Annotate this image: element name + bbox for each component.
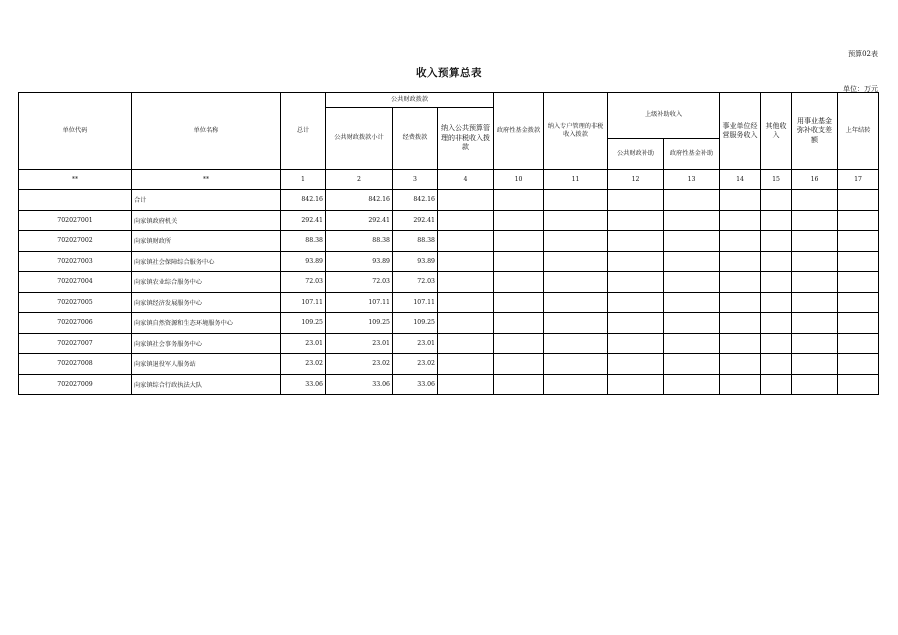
empty-cell — [720, 231, 761, 252]
public-finance-subtotal-cell: 292.41 — [326, 210, 393, 231]
empty-cell — [761, 333, 792, 354]
empty-cell — [792, 313, 838, 334]
empty-cell — [608, 313, 664, 334]
empty-cell — [608, 231, 664, 252]
index-cell: 14 — [720, 170, 761, 190]
table-row — [19, 313, 879, 334]
table-row — [19, 210, 879, 231]
col-header-public-finance-group: 公共财政拨款 — [326, 93, 494, 108]
budget-table — [18, 92, 879, 395]
empty-cell — [608, 354, 664, 375]
col-header-non-tax-income: 纳入公共预算管理的非税收入拨款 — [438, 108, 494, 170]
unit-code-cell: 702027002 — [19, 231, 132, 252]
empty-cell — [494, 231, 544, 252]
empty-cell — [438, 231, 494, 252]
public-finance-subtotal-cell: 23.02 — [326, 354, 393, 375]
operating-funds-cell: 292.41 — [393, 210, 438, 231]
unit-name-cell: 向家镇退役军人服务站 — [132, 354, 281, 375]
operating-funds-cell: 33.06 — [393, 374, 438, 395]
empty-cell — [608, 272, 664, 293]
operating-funds-cell: 107.11 — [393, 292, 438, 313]
index-cell: ** — [19, 170, 132, 190]
empty-cell — [761, 313, 792, 334]
unit-code-cell: 702027009 — [19, 374, 132, 395]
index-cell: 13 — [664, 170, 720, 190]
empty-cell — [438, 313, 494, 334]
table-row — [19, 374, 879, 395]
empty-cell — [792, 333, 838, 354]
empty-cell — [664, 190, 720, 211]
public-finance-subtotal-cell: 33.06 — [326, 374, 393, 395]
empty-cell — [438, 210, 494, 231]
public-finance-subtotal-cell: 109.25 — [326, 313, 393, 334]
col-header-reserve-fund: 用事业基金弥补收支差额 — [792, 93, 838, 170]
unit-name-cell: 向家镇自然资源和生态环境服务中心 — [132, 313, 281, 334]
unit-name-cell: 向家镇农业综合服务中心 — [132, 272, 281, 293]
empty-cell — [792, 272, 838, 293]
unit-name-cell: 向家镇社会保障综合服务中心 — [132, 251, 281, 272]
empty-cell — [664, 354, 720, 375]
empty-cell — [720, 292, 761, 313]
empty-cell — [608, 210, 664, 231]
total-cell: 292.41 — [281, 210, 326, 231]
empty-cell — [838, 354, 879, 375]
empty-cell — [494, 292, 544, 313]
total-cell: 107.11 — [281, 292, 326, 313]
operating-funds-cell: 23.01 — [393, 333, 438, 354]
empty-cell — [494, 210, 544, 231]
index-cell: 15 — [761, 170, 792, 190]
col-header-other-income: 其他收入 — [761, 93, 792, 170]
empty-cell — [838, 333, 879, 354]
empty-cell — [720, 251, 761, 272]
unit-name-cell: 向家镇财政所 — [132, 231, 281, 252]
empty-cell — [664, 333, 720, 354]
empty-cell — [664, 231, 720, 252]
empty-cell — [792, 292, 838, 313]
col-header-gov-fund: 政府性基金拨款 — [494, 93, 544, 170]
public-finance-subtotal-cell: 88.38 — [326, 231, 393, 252]
empty-cell — [544, 272, 608, 293]
table-row — [19, 231, 879, 252]
empty-cell — [838, 210, 879, 231]
unit-name-cell: 向家镇社会事务服务中心 — [132, 333, 281, 354]
empty-cell — [720, 190, 761, 211]
header-row-1 — [19, 93, 879, 108]
unit-code-cell — [19, 190, 132, 211]
empty-cell — [838, 292, 879, 313]
empty-cell — [838, 190, 879, 211]
empty-cell — [664, 210, 720, 231]
total-cell: 23.02 — [281, 354, 326, 375]
empty-cell — [544, 313, 608, 334]
empty-cell — [608, 374, 664, 395]
index-cell: 11 — [544, 170, 608, 190]
empty-cell — [544, 251, 608, 272]
col-header-operating-funds: 经费拨款 — [393, 108, 438, 170]
empty-cell — [792, 354, 838, 375]
empty-cell — [761, 292, 792, 313]
unit-code-cell: 702027005 — [19, 292, 132, 313]
operating-funds-cell: 23.02 — [393, 354, 438, 375]
table-row — [19, 292, 879, 313]
empty-cell — [792, 190, 838, 211]
empty-cell — [608, 292, 664, 313]
empty-cell — [720, 272, 761, 293]
unit-code-cell: 702027008 — [19, 354, 132, 375]
index-cell: 2 — [326, 170, 393, 190]
unit-code-cell: 702027001 — [19, 210, 132, 231]
public-finance-subtotal-cell: 72.03 — [326, 272, 393, 293]
empty-cell — [838, 374, 879, 395]
empty-cell — [761, 354, 792, 375]
empty-cell — [544, 354, 608, 375]
total-cell: 93.89 — [281, 251, 326, 272]
index-cell: 4 — [438, 170, 494, 190]
col-header-superior-public: 公共财政补助 — [608, 139, 664, 170]
table-row — [19, 272, 879, 293]
empty-cell — [544, 231, 608, 252]
total-cell: 23.01 — [281, 333, 326, 354]
empty-cell — [664, 272, 720, 293]
unit-code-cell: 702027003 — [19, 251, 132, 272]
empty-cell — [544, 292, 608, 313]
operating-funds-cell: 72.03 — [393, 272, 438, 293]
empty-cell — [792, 374, 838, 395]
empty-cell — [494, 354, 544, 375]
table-row — [19, 354, 879, 375]
public-finance-subtotal-cell: 23.01 — [326, 333, 393, 354]
empty-cell — [761, 374, 792, 395]
public-finance-subtotal-cell: 93.89 — [326, 251, 393, 272]
index-cell: ** — [132, 170, 281, 190]
index-row — [19, 170, 879, 190]
unit-name-cell: 向家镇综合行政执法大队 — [132, 374, 281, 395]
empty-cell — [838, 272, 879, 293]
empty-cell — [664, 251, 720, 272]
unit-name-cell: 合计 — [132, 190, 281, 211]
unit-code-cell: 702027004 — [19, 272, 132, 293]
empty-cell — [792, 210, 838, 231]
col-header-superior-gov-fund: 政府性基金补助 — [664, 139, 720, 170]
index-cell: 1 — [281, 170, 326, 190]
total-cell: 109.25 — [281, 313, 326, 334]
empty-cell — [664, 313, 720, 334]
empty-cell — [438, 374, 494, 395]
public-finance-subtotal-cell: 842.16 — [326, 190, 393, 211]
empty-cell — [720, 354, 761, 375]
empty-cell — [792, 231, 838, 252]
empty-cell — [494, 313, 544, 334]
empty-cell — [438, 292, 494, 313]
index-cell: 10 — [494, 170, 544, 190]
empty-cell — [720, 374, 761, 395]
empty-cell — [761, 231, 792, 252]
index-cell: 16 — [792, 170, 838, 190]
col-header-total: 总计 — [281, 93, 326, 170]
unit-name-cell: 向家镇经济发展服务中心 — [132, 292, 281, 313]
empty-cell — [438, 272, 494, 293]
empty-cell — [761, 251, 792, 272]
col-header-superior-group: 上级补助收入 — [608, 93, 720, 139]
empty-cell — [438, 190, 494, 211]
empty-cell — [438, 251, 494, 272]
unit-name-cell: 向家镇政府机关 — [132, 210, 281, 231]
operating-funds-cell: 842.16 — [393, 190, 438, 211]
empty-cell — [761, 190, 792, 211]
operating-funds-cell: 109.25 — [393, 313, 438, 334]
col-header-special-account: 纳入专户管理的非税收入拨款 — [544, 93, 608, 170]
empty-cell — [761, 272, 792, 293]
unit-label: 单位：万元 — [843, 85, 878, 93]
empty-cell — [608, 333, 664, 354]
table-row-total — [19, 190, 879, 211]
col-header-unit-name: 单位名称 — [132, 93, 281, 170]
empty-cell — [544, 333, 608, 354]
table-row — [19, 251, 879, 272]
form-number: 预算02表 — [848, 50, 878, 58]
empty-cell — [494, 190, 544, 211]
empty-cell — [494, 333, 544, 354]
empty-cell — [664, 292, 720, 313]
empty-cell — [494, 374, 544, 395]
empty-cell — [494, 251, 544, 272]
public-finance-subtotal-cell: 107.11 — [326, 292, 393, 313]
page-title: 收入预算总表 — [416, 67, 482, 79]
empty-cell — [838, 231, 879, 252]
index-cell: 12 — [608, 170, 664, 190]
empty-cell — [608, 190, 664, 211]
empty-cell — [608, 251, 664, 272]
operating-funds-cell: 93.89 — [393, 251, 438, 272]
empty-cell — [494, 272, 544, 293]
total-cell: 72.03 — [281, 272, 326, 293]
empty-cell — [438, 354, 494, 375]
empty-cell — [720, 333, 761, 354]
empty-cell — [838, 251, 879, 272]
total-cell: 842.16 — [281, 190, 326, 211]
table-row — [19, 333, 879, 354]
index-cell: 17 — [838, 170, 879, 190]
unit-code-cell: 702027006 — [19, 313, 132, 334]
empty-cell — [720, 210, 761, 231]
unit-code-cell: 702027007 — [19, 333, 132, 354]
empty-cell — [544, 190, 608, 211]
index-cell: 3 — [393, 170, 438, 190]
empty-cell — [792, 251, 838, 272]
total-cell: 88.38 — [281, 231, 326, 252]
empty-cell — [720, 313, 761, 334]
total-cell: 33.06 — [281, 374, 326, 395]
col-header-unit-code: 单位代码 — [19, 93, 132, 170]
empty-cell — [438, 333, 494, 354]
empty-cell — [838, 313, 879, 334]
empty-cell — [761, 210, 792, 231]
empty-cell — [544, 210, 608, 231]
empty-cell — [664, 374, 720, 395]
empty-cell — [544, 374, 608, 395]
col-header-business-income: 事业单位经营服务收入 — [720, 93, 761, 170]
col-header-public-finance-subtotal: 公共财政拨款小计 — [326, 108, 393, 170]
col-header-prior-balance: 上年结转 — [838, 93, 879, 170]
operating-funds-cell: 88.38 — [393, 231, 438, 252]
